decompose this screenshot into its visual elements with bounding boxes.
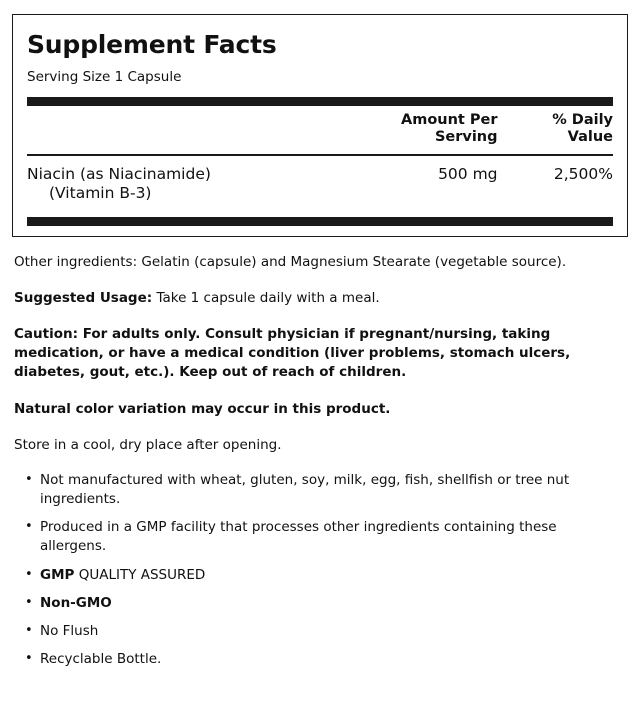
panel-top-rule — [27, 97, 613, 106]
list-item-text: QUALITY ASSURED — [74, 566, 206, 583]
nutrient-name-sub: (Vitamin B-3) — [49, 184, 152, 203]
list-item-text: Not manufactured with wheat, gluten, soy, milk, egg, fish, shellfish or tree nut ingredients. — [40, 471, 570, 508]
amount-column-header — [355, 112, 507, 150]
nutrition-table-header — [27, 112, 613, 150]
nutrition-table-body — [27, 156, 613, 213]
panel-bottom-rule — [27, 217, 613, 226]
supplement-facts-panel — [12, 14, 628, 237]
list-item — [40, 566, 626, 585]
natural-color-text: Natural color variation may occur in this product. — [14, 400, 391, 417]
list-item-text: Produced in a GMP facility that processes other ingredients containing these allergens. — [40, 519, 557, 555]
nutrient-amount: 500 mg — [438, 165, 498, 184]
suggested-usage-value: Take 1 capsule daily with a meal. — [152, 289, 380, 306]
suggested-usage-text — [14, 289, 626, 308]
storage-text: Store in a cool, dry place after opening. — [14, 436, 282, 453]
dv-header-line1: % Daily — [552, 111, 613, 128]
dv-header-line2: Value — [567, 129, 613, 146]
other-ingredients-text: Other ingredients: Gelatin (capsule) and Magnesium Stearate (vegetable source). — [14, 253, 567, 270]
list-item — [40, 471, 626, 509]
caution-text: Caution: For adults only. Consult physician if pregnant/nursing, taking medication, or have a medical condition (liver problems, stomach ulcers, diabetes, gout, etc.). Keep out of reach of children. — [14, 326, 571, 381]
list-item-text: Recyclable Bottle. — [40, 651, 162, 667]
list-item-text: No Flush — [40, 622, 99, 639]
list-item — [40, 518, 626, 556]
table-row — [27, 156, 613, 213]
amount-header-line1: Amount Per — [400, 111, 498, 128]
list-item — [40, 650, 626, 669]
list-item-bold: GMP — [40, 566, 75, 583]
nutrient-name-cell — [27, 156, 355, 213]
page-title: Supplement Facts — [27, 30, 277, 59]
daily-value-column-header — [508, 112, 613, 150]
list-item — [40, 622, 626, 641]
nutrient-name: Niacin (as Niacinamide) — [27, 165, 211, 184]
suggested-usage-label: Suggested Usage: — [14, 289, 153, 306]
table-header-row — [27, 112, 613, 150]
nutrition-table — [27, 112, 613, 150]
claims-list — [14, 471, 626, 669]
list-item — [40, 594, 626, 613]
amount-header-line2: Serving — [434, 129, 498, 146]
serving-size-text: Serving Size 1 Capsule — [27, 68, 182, 85]
list-item-bold: Non-GMO — [40, 594, 112, 611]
nutrient-daily-value: 2,500% — [553, 165, 613, 184]
nutrient-column-header — [27, 112, 355, 150]
body-copy — [12, 253, 628, 669]
